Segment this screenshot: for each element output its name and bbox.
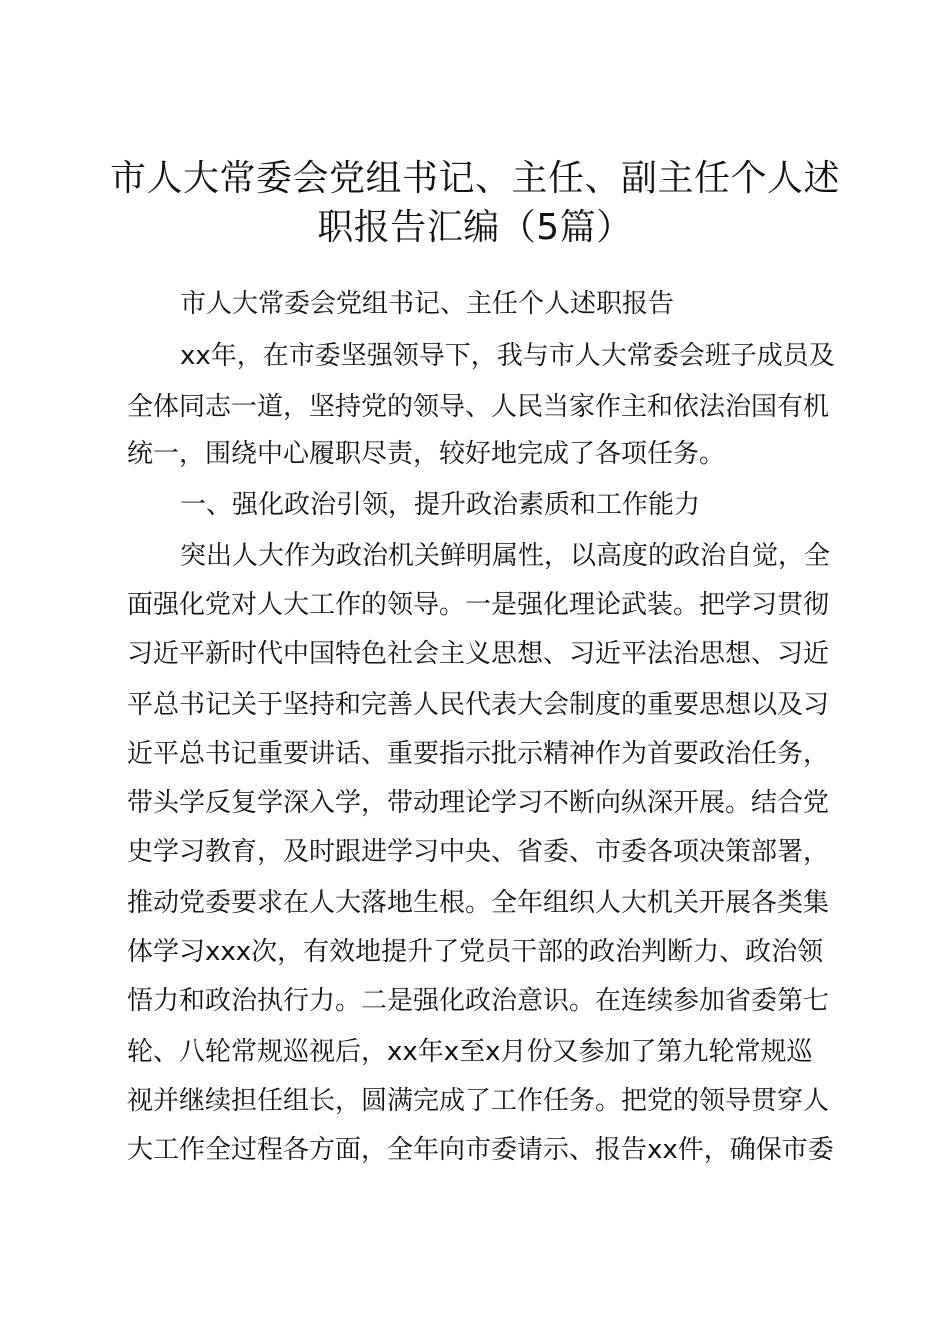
paragraph-line: 突出人大作为政治机关鲜明属性，以高度的政治自觉，全	[180, 541, 831, 571]
paragraph-line: 近平总书记重要讲话、重要指示批示精神作为首要政治任务，	[127, 739, 830, 769]
paragraph-line: 悟力和政治执行力。二是强化政治意识。在连续参加省委第七	[127, 986, 830, 1016]
document-title-line-1: 市人大常委会党组书记、主任、副主任个人述	[109, 158, 840, 199]
paragraph-line: 带头学反复学深入学，带动理论学习不断向纵深开展。结合党	[127, 788, 830, 818]
section-heading: 一、强化政治引领，提升政治素质和工作能力	[180, 490, 701, 520]
paragraph-line: 习近平新时代中国特色社会主义思想、习近平法治思想、习近	[127, 639, 830, 669]
paragraph-line: 全体同志一道，坚持党的领导、人民当家作主和依法治国有机	[127, 392, 830, 422]
paragraph-line: 面强化党对人大工作的领导。一是强化理论武装。把学习贯彻	[127, 590, 830, 620]
paragraph-line: 视并继续担任组长，圆满完成了工作任务。把党的领导贯穿人	[127, 1086, 830, 1116]
document-title-line-2: 职报告汇编（5篇）	[317, 207, 633, 248]
paragraph-line: 史学习教育，及时跟进学习中央、省委、市委各项决策部署，	[127, 837, 830, 867]
paragraph-line: 统一，围绕中心履职尽责，较好地完成了各项任务。	[127, 439, 726, 469]
paragraph-line: 轮、八轮常规巡视后，xx年x至x月份又参加了第九轮常规巡	[127, 1037, 813, 1067]
paragraph-line: 体学习xxx次，有效地提升了党员干部的政治判断力、政治领	[127, 937, 824, 967]
paragraph-line: 推动党委要求在人大落地生根。全年组织人大机关开展各类集	[127, 888, 830, 918]
paragraph-line: xx年，在市委坚强领导下，我与市人大常委会班子成员及	[180, 341, 835, 371]
paragraph-line: 平总书记关于坚持和完善人民代表大会制度的重要思想以及习	[127, 690, 830, 720]
paragraph-line: 大工作全过程各方面，全年向市委请示、报告xx件，确保市委	[127, 1135, 834, 1165]
section-title: 市人大常委会党组书记、主任个人述职报告	[180, 289, 675, 319]
